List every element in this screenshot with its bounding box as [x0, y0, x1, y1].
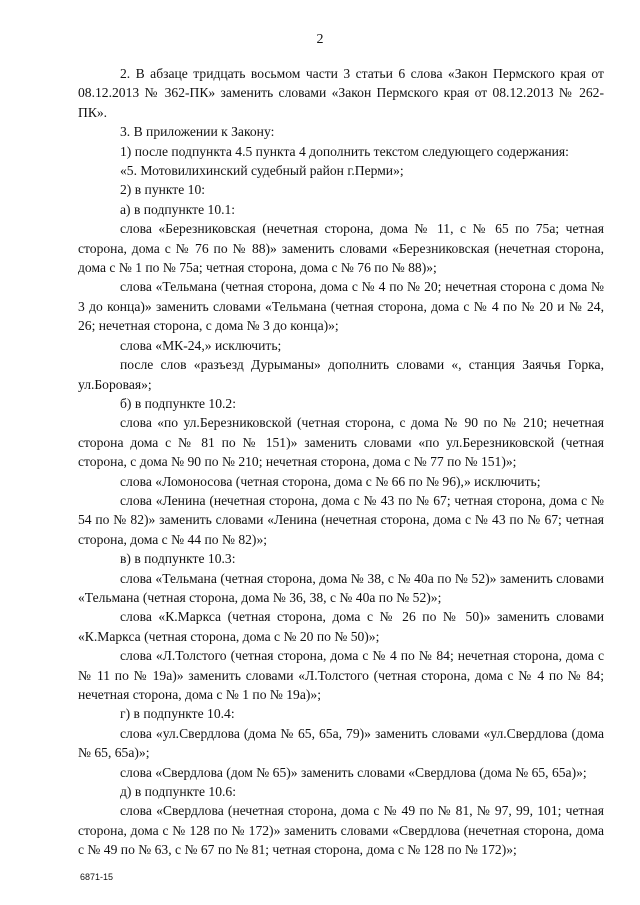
paragraph: в) в подпункте 10.3:	[120, 551, 236, 567]
page-number: 2	[316, 32, 324, 47]
paragraph: а) в подпункте 10.1:	[120, 201, 236, 217]
paragraph: д) в подпункте 10.6:	[120, 784, 236, 800]
paragraph: слова «Березниковская (нечетная сторона, дома № 11, с № 65 по 75а; четная сторона, дома с № 76 по № 88)» заменить словами «Березниковская (нечетная сторона, дома с № 1 по № 75а; четная сторона, дома с № 76 по № 88)»;	[78, 221, 604, 276]
paragraph: слова «Свердлова (нечетная сторона, дома с № 49 по № 81, № 97, 99, 101; четная сторона, дома с № 128 по № 172)» заменить словами «Свердлова (нечетная сторона, дома с № 49 по № 63, с № 67 по № 81; четная сторона, дома с № 128 по № 172)»;	[78, 803, 604, 858]
paragraph: слова «ул.Свердлова (дома № 65, 65а, 79)» заменить словами «ул.Свердлова (дома № 65, 65а)»;	[78, 725, 604, 761]
paragraph: слова «МК-24,» исключить;	[120, 337, 282, 353]
document-body	[78, 64, 604, 860]
paragraph: 2) в пункте 10:	[120, 182, 206, 198]
document-code: 6871-15	[80, 872, 114, 882]
paragraph: слова «Тельмана (четная сторона, дома № 38, с № 40а по № 52)» заменить словами «Тельмана (четная сторона, дома № 36, 38, с № 40а по № 52)»;	[78, 570, 604, 605]
paragraph: слова «К.Маркса (четная сторона, дома с № 26 по № 50)» заменить словами «К.Маркса (четная сторона, дома с № 20 по № 50)»;	[78, 609, 604, 644]
paragraph: «5. Мотовилихинский судебный район г.Перми»;	[120, 163, 404, 179]
paragraph: слова «Тельмана (четная сторона, дома с № 4 по № 20; нечетная сторона с дома № 3 до конца)» заменить словами «Тельмана (четная сторона, дома с № 4 по № 20 и № 24, 26; нечетная сторона, с дома № 3 до конца)»;	[78, 279, 604, 334]
paragraph: слова «Ломоносова (четная сторона, дома с № 66 по № 96),» исключить;	[120, 473, 541, 489]
paragraph: слова «Свердлова (дом № 65)» заменить словами «Свердлова (дома № 65, 65а)»;	[120, 764, 587, 780]
paragraph: 1) после подпункта 4.5 пункта 4 дополнить текстом следующего содержания:	[120, 143, 569, 159]
paragraph: слова «Л.Толстого (четная сторона, дома с № 4 по № 84; нечетная сторона, дома с № 11 по № 19а)» заменить словами «Л.Толстого (четная сторона, дома с № 4 по № 84; нечетная сторона, дома с № 1 по № 19а)»;	[78, 648, 604, 702]
paragraph: слова «по ул.Березниковской (четная сторона, с дома № 90 по № 210; нечетная сторона дома с № 81 по № 151)» заменить словами «по ул.Березниковской (четная сторона, с дома № 90 по № 210; нечетная сторона, дома с № 77 по № 151)»;	[78, 415, 604, 470]
paragraph: б) в подпункте 10.2:	[120, 395, 236, 411]
paragraph: г) в подпункте 10.4:	[120, 706, 235, 722]
paragraph: после слов «разъезд Дурыманы» дополнить словами «, станция Заячья Горка, ул.Боровая»;	[78, 357, 604, 392]
paragraph: слова «Ленина (нечетная сторона, дома с № 43 по № 67; четная сторона, дома с № 54 по № 82)» заменить словами «Ленина (нечетная сторона, дома с № 43 по № 67; четная сторона, дома с № 44 по № 82)»;	[78, 492, 604, 547]
paragraph: 3. В приложении к Закону:	[120, 124, 275, 140]
paragraph: 2. В абзаце тридцать восьмом части 3 статьи 6 слова «Закон Пермского края от 08.12.2013 № 362-ПК» заменить словами «Закон Пермского края от 08.12.2013 № 262-ПК».	[78, 66, 604, 120]
